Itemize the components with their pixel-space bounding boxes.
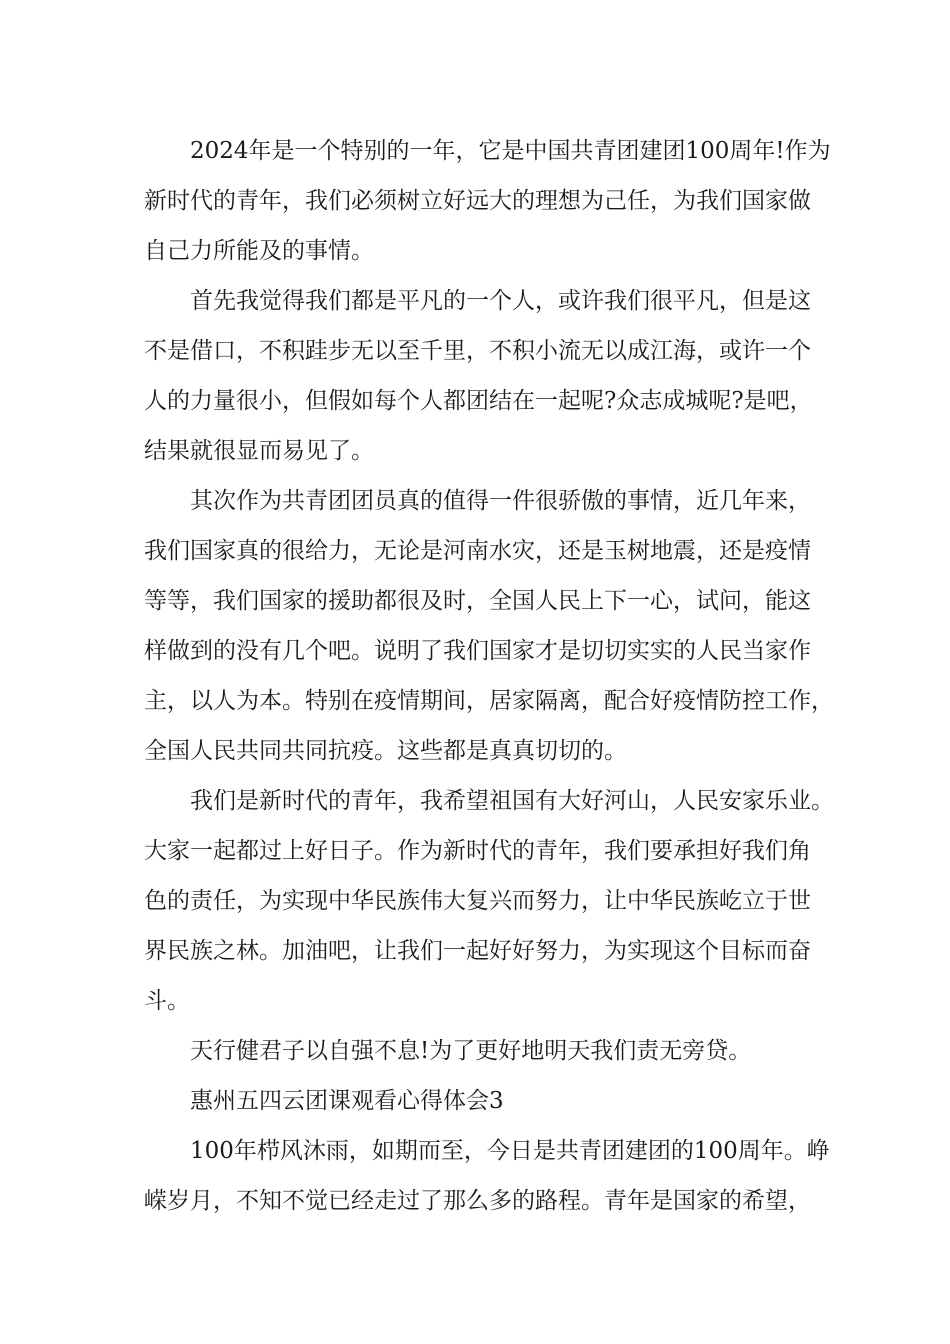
section-heading-text: 惠州五四云团课观看心得体会3 — [190, 1088, 504, 1114]
paragraph-line: 我们是新时代的青年，我希望祖国有大好河山，人民安家乐业。 — [190, 788, 834, 814]
paragraph-line: 首先我觉得我们都是平凡的一个人，或许我们很平凡，但是这 — [190, 288, 811, 314]
paragraph-line: 我们国家真的很给力，无论是河南水灾，还是玉树地震，还是疫情 — [144, 538, 811, 564]
paragraph-4 — [144, 776, 834, 1026]
paragraph-line: 100年栉风沐雨，如期而至，今日是共青团建团的100周年。峥 — [190, 1138, 830, 1164]
paragraph-line: 嵘岁月，不知不觉已经走过了那么多的路程。青年是国家的希望， — [144, 1188, 811, 1214]
paragraph-line: 全国人民共同共同抗疫。这些都是真真切切的。 — [144, 738, 627, 764]
paragraph-line: 人的力量很小，但假如每个人都团结在一起呢?众志成城呢?是吧， — [144, 388, 813, 414]
paragraph-line: 2024年是一个特别的一年，它是中国共青团建团100周年!作为 — [190, 138, 831, 164]
paragraph-2 — [144, 276, 824, 476]
paragraph-1 — [144, 126, 831, 276]
paragraph-3 — [144, 476, 834, 776]
paragraph-line: 界民族之林。加油吧，让我们一起好好努力，为实现这个目标而奋 — [144, 938, 811, 964]
section-heading — [144, 1076, 824, 1126]
paragraph-line: 新时代的青年，我们必须树立好远大的理想为己任，为我们国家做 — [144, 188, 811, 214]
document-body — [144, 126, 834, 1226]
paragraph-5 — [144, 1026, 824, 1076]
paragraph-7 — [144, 1126, 830, 1226]
paragraph-line: 色的责任，为实现中华民族伟大复兴而努力，让中华民族屹立于世 — [144, 888, 811, 914]
paragraph-line: 天行健君子以自强不息!为了更好地明天我们责无旁贷。 — [190, 1038, 752, 1064]
paragraph-line: 样做到的没有几个吧。说明了我们国家才是切切实实的人民当家作 — [144, 638, 811, 664]
paragraph-line: 主，以人为本。特别在疫情期间，居家隔离，配合好疫情防控工作， — [144, 688, 834, 714]
paragraph-line: 结果就很显而易见了。 — [144, 438, 374, 464]
paragraph-line: 自己力所能及的事情。 — [144, 238, 374, 264]
paragraph-line: 不是借口，不积跬步无以至千里，不积小流无以成江海，或许一个 — [144, 338, 811, 364]
paragraph-line: 大家一起都过上好日子。作为新时代的青年，我们要承担好我们角 — [144, 838, 811, 864]
paragraph-line: 等等，我们国家的援助都很及时，全国人民上下一心，试问，能这 — [144, 588, 811, 614]
paragraph-line: 其次作为共青团团员真的值得一件很骄傲的事情，近几年来， — [190, 488, 811, 514]
paragraph-line: 斗。 — [144, 988, 190, 1014]
